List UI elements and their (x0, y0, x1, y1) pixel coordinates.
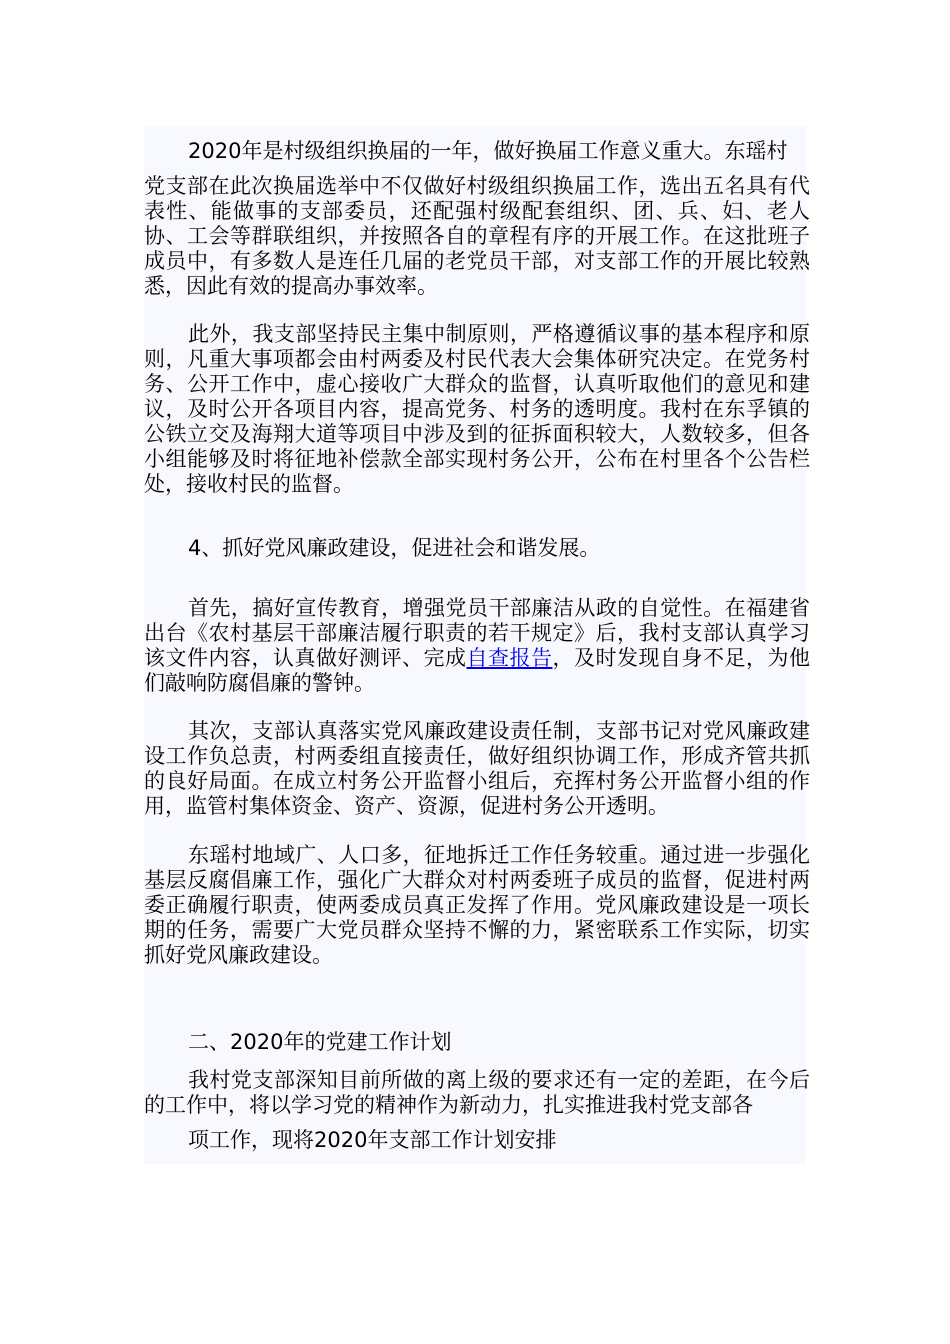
paragraph-democracy: 此外，我支部坚持民主集中制原则，严格遵循议事的基本程序和原则，凡重大事项都会由村两委及村民代表大会集体研究决定。在党务村务、公开工作中，虚心接收广大群众的监督，认真听取他们的意见和建议，及时公开各项目内容，提高党务、村务的透明度。我村在东孚镇的公铁立交及海翔大道等项目中涉及到的征拆面积较大，人数较多，但各小组能够及时将征地补偿款全部实现村务公开，公布在村里各个公告栏处，接收村民的监督。 (144, 322, 810, 496)
paragraph-plan (144, 1068, 810, 1153)
paragraph-education (144, 596, 810, 696)
paragraph-election (144, 139, 810, 299)
heading-plan: 二、2020年的党建工作计划 (188, 1030, 452, 1054)
self-check-report-link[interactable]: 自查报告 (466, 646, 553, 670)
paragraph-responsibility: 其次，支部认真落实党风廉政建设责任制，支部书记对党风廉政建设工作负总责，村两委组直接责任，做好组织协调工作，形成齐管共抓的良好局面。在成立村务公开监督小组后，充挥村务公开监督小组的作用，监管村集体资金、资产、资源，促进村务公开透明。 (144, 719, 810, 818)
paragraph-election-first-line: 2020年是村级组织换届的一年，做好换届工作意义重大。东瑶村 (188, 139, 788, 163)
paragraph-plan-text: 我村党支部深知目前所做的离上级的要求还有一定的差距，在今后的工作中，将以学习党的精神作为新动力，扎实推进我村党支部各 (144, 1068, 810, 1117)
paragraph-plan-last-line: 项工作，现将2020年支部工作计划安排 (188, 1128, 557, 1152)
paragraph-supervision: 东瑶村地域广、人口多，征地拆迁工作任务较重。通过进一步强化基层反腐倡廉工作，强化广大群众对村两委班子成员的监督，促进村两委正确履行职责，使两委成员真正发挥了作用。党风廉政建设是一项长期的任务，需要广大党员群众坚持不懈的力，紧密联系工作实际，切实抓好党风廉政建设。 (144, 843, 810, 967)
paragraph-education-text: 首先，搞好宣传教育，增强党员干部廉洁从政的自觉性。在福建省出台《农村基层干部廉洁履行职责的若干规定》后，我村支部认真学习该文件内容，认真做好测评、完成 (144, 596, 810, 670)
heading-integrity: 4、抓好党风廉政建设，促进社会和谐发展。 (188, 536, 601, 560)
paragraph-education-text-end: ，及时发现自身不足，为他们敲响防腐倡廉的警钟。 (144, 646, 810, 695)
paragraph-election-body: 党支部在此次换届选举中不仅做好村级组织换届工作，选出五名具有代表性、能做事的支部委员，还配强村级配套组织、团、兵、妇、老人协、工会等群联组织，并按照各自的章程有序的开展工作。在这批班子成员中，有多数人是连任几届的老党员干部，对支部工作的开展比较熟悉，因此有效的提高办事效率。 (144, 174, 810, 298)
